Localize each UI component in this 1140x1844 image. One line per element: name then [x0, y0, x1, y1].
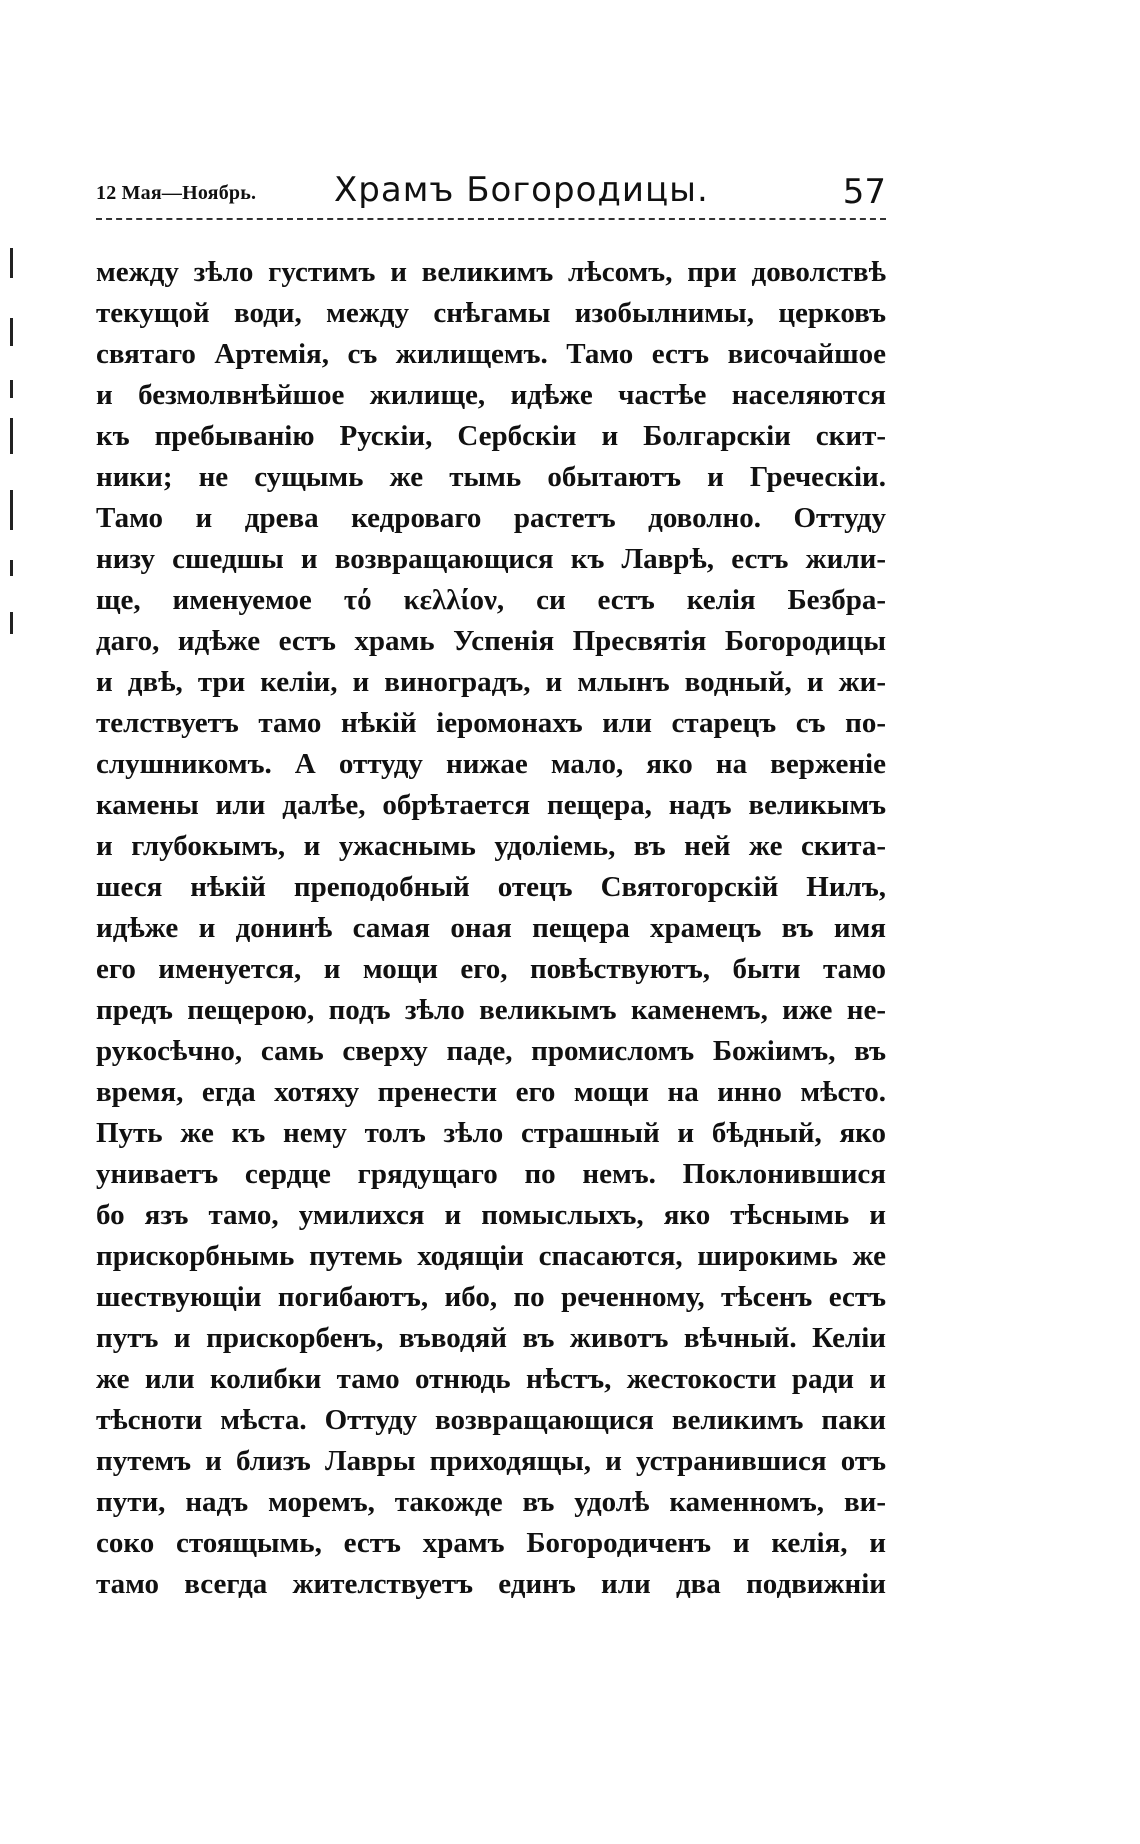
text-line: шествующіи погибаютъ, ибо, по реченному, тѣсенъ естъ	[96, 1281, 886, 1313]
left-edge-mark	[10, 248, 13, 278]
text-line: ники; не сущымь же тымь обытаютъ и Греческіи.	[96, 461, 886, 493]
text-line: время, егда хотяху пренести его мощи на инно мѣсто.	[96, 1076, 886, 1108]
running-head-date-range: 12 Мая—Ноябрь.	[96, 182, 257, 204]
text-line: Путь же къ нему толъ зѣло страшный и бѣдный, яко	[96, 1117, 886, 1149]
left-edge-mark	[10, 612, 13, 634]
text-line: тѣсноти мѣста. Оттуду возвращающися великимъ паки	[96, 1404, 886, 1436]
text-line: текущой води, между снѣгамы изобылнимы, церковъ	[96, 297, 886, 329]
text-line: путемъ и близъ Лавры приходящы, и устранившися отъ	[96, 1445, 886, 1477]
body-text	[96, 252, 886, 1605]
text-line: и безмолвнѣйшое жилище, идѣже частѣе населяются	[96, 379, 886, 411]
left-edge-mark	[10, 560, 13, 576]
left-edge-mark	[10, 490, 13, 530]
text-line: шеся нѣкій преподобный отецъ Святогорскій Нилъ,	[96, 871, 886, 903]
text-line: камены или далѣе, обрѣтается пещера, надъ великымъ	[96, 789, 886, 821]
text-line: слушникомъ. А оттуду нижае мало, яко на верженіе	[96, 748, 886, 780]
text-line: идѣже и донинѣ самая оная пещера храмецъ въ имя	[96, 912, 886, 944]
header-rule	[96, 218, 886, 220]
text-line: Тамо и древа кедроваго растетъ доволно. Оттуду	[96, 502, 886, 534]
text-line: пути, надъ моремъ, такожде въ удолѣ каменномъ, ви-	[96, 1486, 886, 1518]
text-line: даго, идѣже естъ храмь Успенія Пресвятія Богородицы	[96, 625, 886, 657]
text-line: и двѣ, три келіи, и виноградъ, и млынъ водный, и жи-	[96, 666, 886, 698]
text-line: ще, именуемое τό κελλίον, си естъ келія Безбра-	[96, 584, 886, 616]
text-line: путъ и прискорбенъ, въводяй въ животъ вѣчный. Келіи	[96, 1322, 886, 1354]
text-line: униваетъ сердце грядущаго по немъ. Поклонившися	[96, 1158, 886, 1190]
text-line: святаго Артемія, съ жилищемъ. Тамо естъ височайшое	[96, 338, 886, 370]
left-edge-mark	[10, 418, 13, 454]
running-head-title: Храмъ Богородицы.	[334, 170, 709, 210]
text-line: предъ пещерою, подъ зѣло великымъ каменемъ, иже не-	[96, 994, 886, 1026]
text-line: къ пребыванію Рускіи, Сербскіи и Болгарскіи скит-	[96, 420, 886, 452]
text-line: низу сшедшы и возвращающися къ Лаврѣ, естъ жили-	[96, 543, 886, 575]
running-head	[96, 168, 886, 218]
text-line: его именуется, и мощи его, повѣствуютъ, быти тамо	[96, 953, 886, 985]
text-line: бо язъ тамо, умилихся и помыслыхъ, яко тѣснымь и	[96, 1199, 886, 1231]
left-edge-mark	[10, 318, 13, 346]
text-line: же или колибки тамо отнюдь нѣстъ, жестокости ради и	[96, 1363, 886, 1395]
text-line: и глубокымъ, и ужаснымь удоліемь, въ ней же скита-	[96, 830, 886, 862]
text-line: соко стоящымь, естъ храмъ Богородиченъ и келія, и	[96, 1527, 886, 1559]
text-line: телствуетъ тамо нѣкій іеромонахъ или старецъ съ по-	[96, 707, 886, 739]
text-line: тамо всегда жителствуетъ единъ или два подвижніи	[96, 1568, 886, 1600]
text-line: между зѣло густимъ и великимъ лѣсомъ, при доволствѣ	[96, 256, 886, 288]
left-edge-mark	[10, 380, 13, 398]
text-line: рукосѣчно, самь сверху паде, промисломъ Божіимъ, въ	[96, 1035, 886, 1067]
text-line: прискорбнымь путемь ходящіи спасаются, широкимь же	[96, 1240, 886, 1272]
page-number: 57	[842, 172, 886, 212]
